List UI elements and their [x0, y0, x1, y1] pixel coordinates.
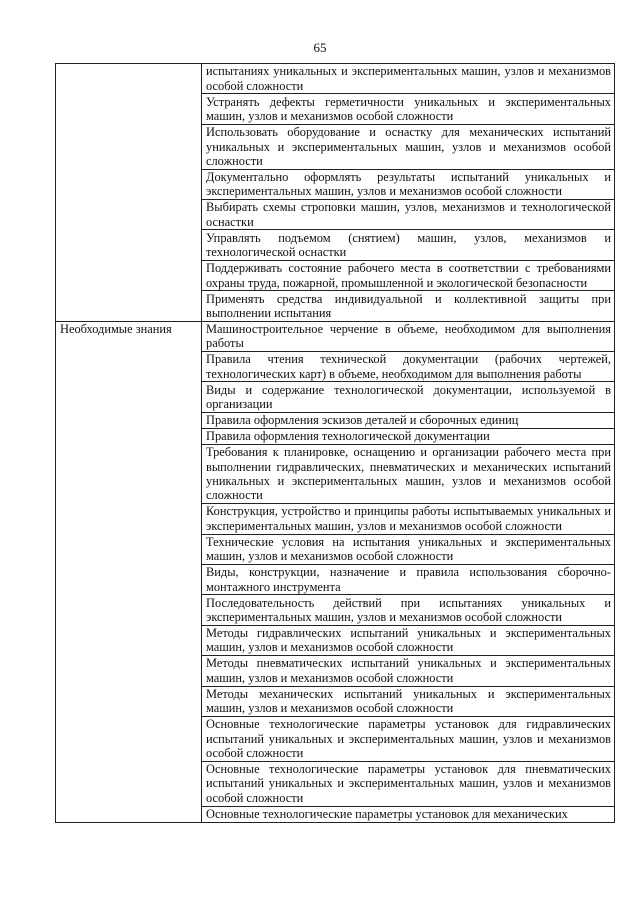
section-label: Необходимые знания [56, 321, 202, 822]
requirement-item: Технические условия на испытания уникальных и экспериментальных машин, узлов и механизмов особой сложности [202, 534, 615, 564]
section-label [56, 64, 202, 322]
requirement-item: Машиностроительное черчение в объеме, необходимом для выполнения работы [202, 321, 615, 351]
requirement-item: Методы гидравлических испытаний уникальных и экспериментальных машин, узлов и механизмов особой сложности [202, 625, 615, 655]
requirement-item: Правила оформления технологической документации [202, 428, 615, 444]
table-body [56, 64, 615, 823]
requirement-item: Использовать оборудование и оснастку для механических испытаний уникальных и экспериментальных машин, узлов и механизмов особой сложности [202, 124, 615, 169]
requirement-item: Применять средства индивидуальной и коллективной защиты при выполнении испытания [202, 291, 615, 321]
requirement-item: Правила чтения технической документации (рабочих чертежей, технологических карт) в объеме, необходимом для выполнения работы [202, 352, 615, 382]
requirement-item: Выбирать схемы строповки машин, узлов, механизмов и технологической оснастки [202, 200, 615, 230]
requirement-item: Виды, конструкции, назначение и правила использования сборочно-монтажного инструмента [202, 564, 615, 594]
requirement-item: Методы механических испытаний уникальных и экспериментальных машин, узлов и механизмов особой сложности [202, 686, 615, 716]
requirement-item: Требования к планировке, оснащению и организации рабочего места при выполнении гидравлических, пневматических и механических испытаний уникальных и экспериментальных машин, узлов и механизмов особой сложности [202, 444, 615, 503]
requirement-item: Последовательность действий при испытаниях уникальных и экспериментальных машин, узлов и механизмов особой сложности [202, 595, 615, 625]
requirement-item: Документально оформлять результаты испытаний уникальных и экспериментальных машин, узлов и механизмов особой сложности [202, 169, 615, 199]
table-row [56, 64, 615, 94]
requirement-item: Поддерживать состояние рабочего места в соответствии с требованиями охраны труда, пожарной, промышленной и экологической безопасности [202, 260, 615, 290]
requirement-item: Основные технологические параметры установок для гидравлических испытаний уникальных и экспериментальных машин, узлов и механизмов особой сложности [202, 716, 615, 761]
page-number: 65 [313, 40, 327, 55]
requirement-item: Управлять подъемом (снятием) машин, узлов, механизмов и технологической оснастки [202, 230, 615, 260]
table-row [56, 321, 615, 351]
requirement-item: Основные технологические параметры установок для пневматических испытаний уникальных и экспериментальных машин, узлов и механизмов особой сложности [202, 761, 615, 806]
requirement-item: Конструкция, устройство и принципы работы испытываемых уникальных и экспериментальных машин, узлов и механизмов особой сложности [202, 504, 615, 534]
requirement-item: Правила оформления эскизов деталей и сборочных единиц [202, 412, 615, 428]
requirement-item: Методы пневматических испытаний уникальных и экспериментальных машин, узлов и механизмов особой сложности [202, 656, 615, 686]
requirements-table [55, 63, 615, 823]
requirement-item: испытаниях уникальных и экспериментальных машин, узлов и механизмов особой сложности [202, 64, 615, 94]
requirement-item: Устранять дефекты герметичности уникальных и экспериментальных машин, узлов и механизмов особой сложности [202, 94, 615, 124]
requirement-item: Виды и содержание технологической документации, используемой в организации [202, 382, 615, 412]
requirement-item: Основные технологические параметры установок для механических [202, 806, 615, 822]
